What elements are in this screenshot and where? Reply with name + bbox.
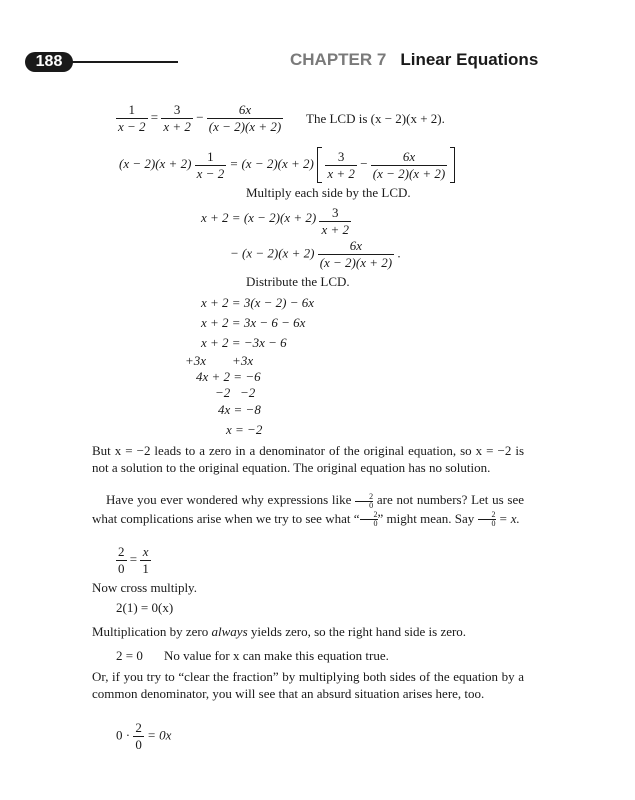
equation-final: 0 · $\frac{2}{0}$ = 0x bbox=[116, 720, 172, 752]
cross-multiply-text: Now cross multiply. bbox=[92, 580, 197, 595]
paragraph-clear-fraction: Or, if you try to “clear the fraction” by multiplying both sides of the equation by a common denominator, you will see that an absurd situation arises here, too. bbox=[92, 669, 524, 701]
equation-original: $\frac{1}{x - 2}$ = $\frac{3}{x + 2}$ − $\frac{6x}{(x - 2)(x + 2)}$ bbox=[118, 102, 282, 134]
step-line: x + 2 = 3(x − 2) − 6x bbox=[201, 295, 315, 310]
multiplication-text: Multiplication by zero always yields zero, so the right hand side is zero. bbox=[92, 624, 467, 639]
distribute-note: Distribute the LCD. bbox=[246, 274, 350, 289]
multiply-note: Multiply each side by the LCD. bbox=[246, 185, 411, 200]
zero-equation-note: No value for x can make this equation true. bbox=[164, 648, 389, 663]
step-line: −2 −2 bbox=[215, 385, 256, 400]
equation-two-over-zero: $\frac{2}{0}$ = $\frac{x}{1}$ bbox=[118, 544, 149, 576]
step-line: x + 2 = 3x − 6 − 6x bbox=[201, 315, 306, 330]
paragraph-no-solution: But x = −2 leads to a zero in a denominator of the original equation, so x = −2 is not a solution to the original equation. The original equation has no solution. bbox=[92, 443, 524, 475]
lcd-note: The LCD is (x − 2)(x + 2). bbox=[306, 111, 445, 126]
equation-distribute-line2: − (x − 2)(x + 2) $\frac{6x}{(x - 2)(x + 2)}$ . bbox=[230, 238, 401, 270]
paragraph-undefined: Have you ever wondered why expressions like $\frac{2}{0}$ are not numbers? Let us see what complications arise when we try to see what “ $\frac{2}{0}$ ” might mean. Say $\frac{2}{0}$ = x. bbox=[92, 491, 524, 529]
cross-multiply-equation: 2(1) = 0(x) bbox=[116, 600, 174, 615]
step-line: +3x +3x bbox=[185, 353, 254, 368]
chapter-heading bbox=[290, 50, 538, 70]
step-line: 4x + 2 = −6 bbox=[196, 369, 261, 384]
step-line: x = −2 bbox=[226, 422, 263, 437]
chapter-label: CHAPTER 7 bbox=[290, 50, 387, 69]
page-number: 188 bbox=[25, 52, 73, 72]
chapter-topic: Linear Equations bbox=[400, 50, 539, 69]
header-rule bbox=[66, 61, 178, 63]
equation-multiplied: (x − 2)(x + 2) $\frac{1}{x - 2}$ = (x − 2)(x + 2) $\frac{3}{x + 2}$ − $\frac{6x}{(x - 2)(x + 2)}$ bbox=[119, 147, 455, 183]
step-line: 4x = −8 bbox=[218, 402, 261, 417]
step-line: x + 2 = −3x − 6 bbox=[201, 335, 287, 350]
zero-equation: 2 = 0 bbox=[116, 648, 143, 663]
equation-distribute-line1: x + 2 = (x − 2)(x + 2) $\frac{3}{x + 2}$ bbox=[201, 205, 350, 237]
